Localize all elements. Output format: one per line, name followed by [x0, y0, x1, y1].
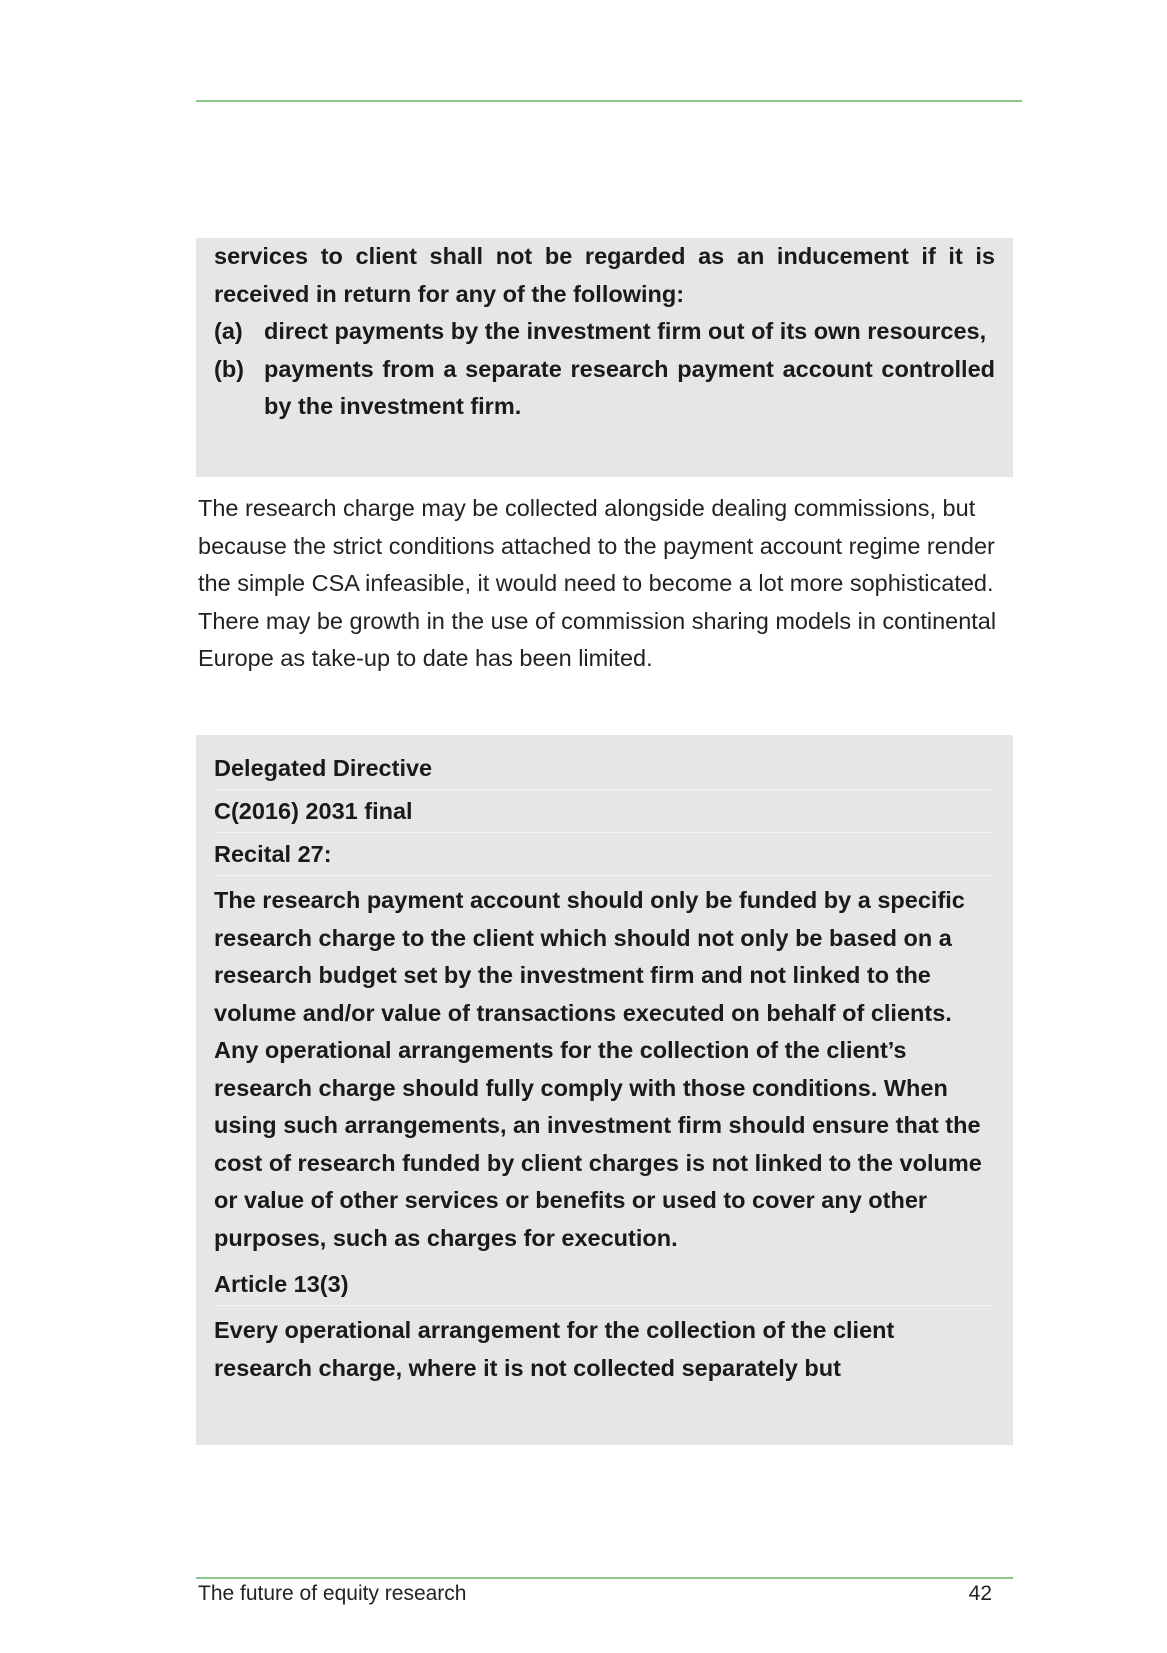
list-item-a: [214, 313, 995, 351]
directive-box: [196, 735, 1013, 1445]
directive-title: Delegated Directive: [214, 747, 995, 790]
list-text: payments from a separate research payment account controlled by the investment firm.: [264, 355, 995, 419]
article-text: Every operational arrangement for the collection of the client research charge, where it is not collected separately but: [214, 1317, 895, 1381]
directive-reference: C(2016) 2031 final: [214, 790, 995, 833]
excerpt-intro: services to client shall not be regarded as an inducement if it is received in return for any of the following:: [214, 243, 995, 307]
list-marker: (a): [214, 318, 243, 344]
list-marker: (b): [214, 355, 245, 382]
footer-rule: [196, 1577, 1013, 1579]
list-item-b: [214, 351, 995, 426]
recital-heading: Recital 27:: [214, 833, 995, 876]
page-number: 42: [968, 1582, 992, 1605]
footer-title: The future of equity research: [198, 1582, 467, 1605]
excerpt-box: [196, 238, 1013, 477]
header-rule: [196, 100, 1022, 102]
body-paragraph: The research charge may be collected alongside dealing commissions, but because the strict conditions attached to the payment account regime render the simple CSA infeasible, it would need to become a lot more sophisticated. There may be growth in the use of commission sharing models in continental Europe as take-up to date has been limited.: [198, 495, 997, 671]
article-heading: Article 13(3): [214, 1263, 995, 1306]
list-text: direct payments by the investment firm out of its own resources,: [264, 318, 987, 344]
recital-text: The research payment account should only be funded by a specific research charge to the client which should not only be based on a research budget set by the investment firm and not linked to the volume and/or value of transactions executed on behalf of clients. Any operational arrangements for the collection of the client’s research charge should fully comply with those conditions. When using such arrangements, an investment firm should ensure that the cost of research funded by client charges is not linked to the volume or value of other services or benefits or used to cover any other purposes, such as charges for execution.: [214, 887, 982, 1251]
